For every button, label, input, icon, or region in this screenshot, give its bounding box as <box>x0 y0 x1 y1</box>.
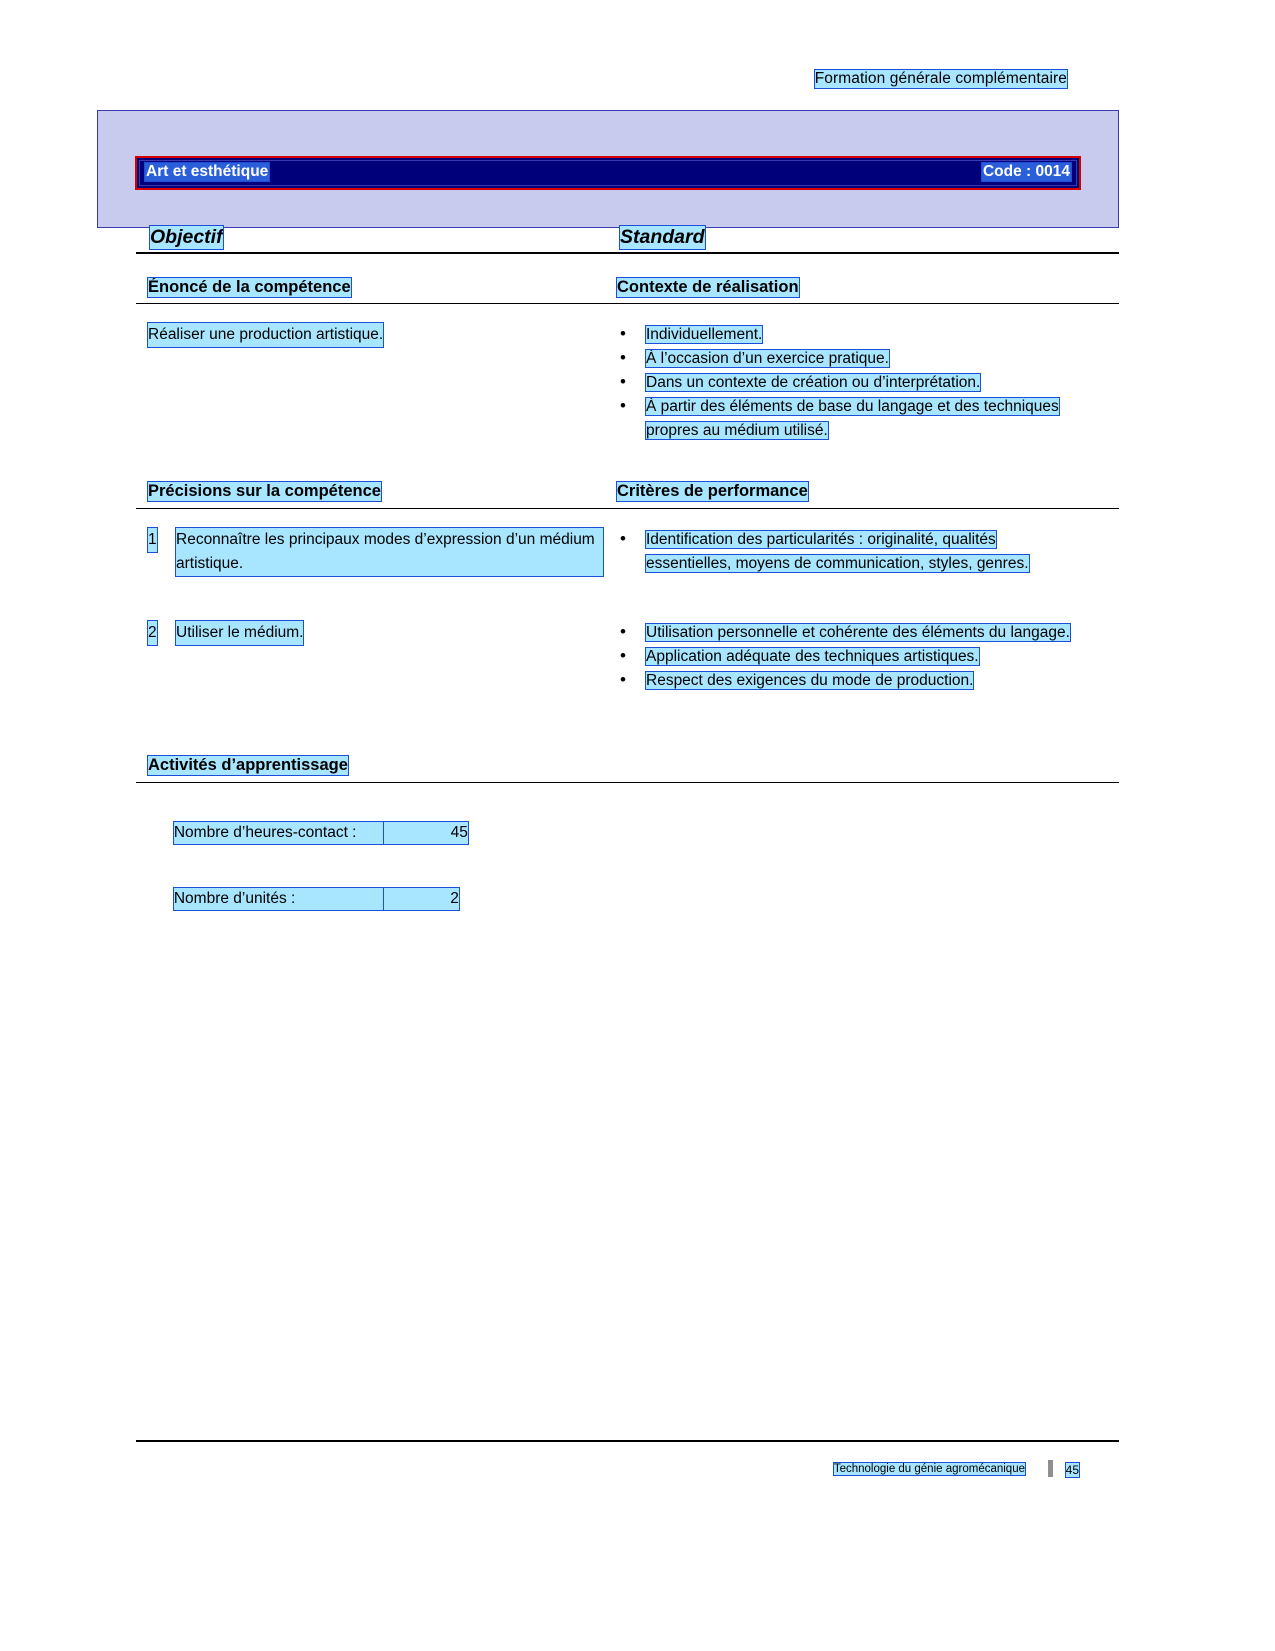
list-item <box>620 395 1090 443</box>
column-heading-standard-text: Standard <box>620 226 705 248</box>
list-item <box>620 371 1090 395</box>
critere-row-1-right <box>620 528 1082 576</box>
critere-list-2 <box>620 621 1082 693</box>
hours-label: Nombre d’heures-contact : <box>174 822 384 844</box>
footer-separator <box>1048 1460 1053 1477</box>
enonce-left-column <box>148 323 603 347</box>
contexte-item-1: À l’occasion d’un exercice pratique. <box>646 350 889 367</box>
precision-number-1: 1 <box>148 528 157 552</box>
course-title-bar <box>135 156 1081 190</box>
course-title-box <box>97 110 1119 228</box>
footer-page-number <box>1066 1463 1079 1477</box>
precision-row-2-left <box>148 621 603 645</box>
footer-page-number-text: 45 <box>1065 1463 1079 1477</box>
list-item <box>620 621 1082 645</box>
heading-contexte-text: Contexte de réalisation <box>617 278 799 296</box>
activites-values <box>148 800 468 932</box>
hours-line <box>148 800 468 866</box>
enonce-competence-text: Réaliser une production artistique. <box>148 323 383 347</box>
critere-1-item-0: Identification des particularités : originalité, qualités essentielles, moyens de communication, styles, genres. <box>646 531 1029 572</box>
critere-2-item-0: Utilisation personnelle et cohérente des éléments du langage. <box>646 624 1070 641</box>
contexte-list <box>620 323 1090 443</box>
precision-row-1-left <box>148 528 603 576</box>
heading-contexte <box>617 278 799 297</box>
footer-document-title-text: Technologie du génie agromécanique <box>833 1463 1025 1475</box>
units-line <box>148 866 468 932</box>
contexte-item-2: Dans un contexte de création ou d’interprétation. <box>646 374 981 391</box>
precision-text-1: Reconnaître les principaux modes d’expression d’un médium artistique. <box>176 528 603 576</box>
column-heading-standard <box>620 226 705 249</box>
list-item <box>620 323 1090 347</box>
rule-enonce <box>136 303 1119 304</box>
footer-document-title <box>834 1463 1025 1475</box>
precision-number-2: 2 <box>148 621 157 645</box>
footer-rule <box>136 1440 1119 1442</box>
column-heading-objectif <box>150 226 223 249</box>
course-title-text: Art et esthétique <box>146 163 269 180</box>
precision-text-2: Utiliser le médium. <box>176 621 303 645</box>
heading-precisions-text: Précisions sur la compétence <box>148 482 381 500</box>
heading-criteres <box>617 482 808 501</box>
contexte-right-column <box>620 323 1090 443</box>
hours-value: 45 <box>384 822 468 844</box>
heading-enonce-text: Énoncé de la compétence <box>148 278 351 296</box>
contexte-item-0: Individuellement. <box>646 326 763 343</box>
course-title-bar-inner <box>139 160 1077 186</box>
column-heading-objectif-text: Objectif <box>150 226 223 248</box>
list-item <box>620 347 1090 371</box>
list-item <box>620 645 1082 669</box>
contexte-item-3: À partir des éléments de base du langage et des techniques propres au médium utilisé. <box>646 398 1059 439</box>
critere-row-2-right <box>620 621 1082 693</box>
heading-activites-text: Activités d’apprentissage <box>148 756 348 774</box>
table-row <box>148 528 603 576</box>
running-header-text: Formation générale complémentaire <box>814 70 1067 87</box>
critere-2-item-2: Respect des exigences du mode de production. <box>646 672 974 689</box>
list-item <box>620 669 1082 693</box>
heading-criteres-text: Critères de performance <box>617 482 808 500</box>
heading-activites <box>148 756 348 775</box>
critere-list-1 <box>620 528 1082 576</box>
rule-activites <box>136 782 1119 783</box>
units-value: 2 <box>384 888 459 910</box>
rule-precisions <box>136 508 1119 509</box>
heading-precisions <box>148 482 381 501</box>
heading-enonce <box>148 278 351 297</box>
critere-2-item-1: Application adéquate des techniques artistiques. <box>646 648 979 665</box>
units-label: Nombre d’unités : <box>174 888 384 910</box>
rule-objectif-standard <box>136 252 1119 254</box>
course-code-text: Code : 0014 <box>982 163 1070 180</box>
table-row <box>148 621 603 645</box>
running-header <box>815 70 1067 88</box>
list-item <box>620 528 1082 576</box>
